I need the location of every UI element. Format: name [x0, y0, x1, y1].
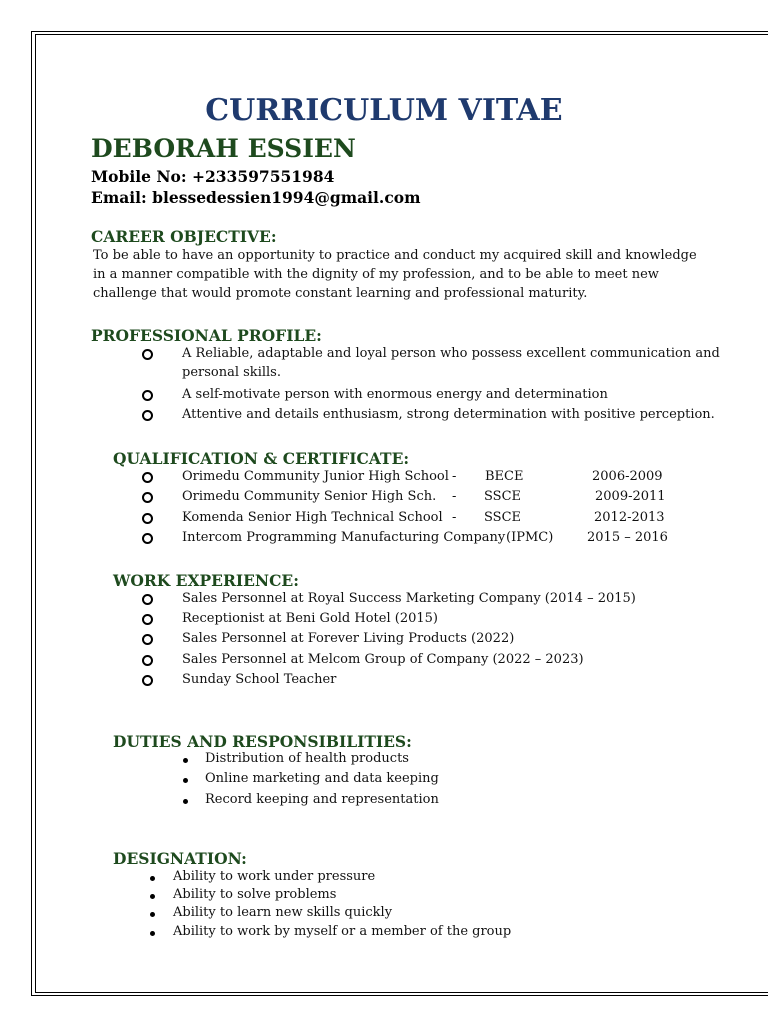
qualification-cert: SSCE [484, 510, 522, 525]
qualification-school: Orimedu Community Junior High School [182, 469, 449, 484]
career-objective-heading: CAREER OBJECTIVE: [91, 227, 277, 246]
qualification-dash: - [452, 489, 457, 504]
email-address: Email: blessedessien1994@gmail.com [91, 188, 421, 207]
profile-item: Attentive and details enthusiasm, strong determination with positive perception. [182, 407, 715, 422]
circle-bullet-icon [142, 390, 153, 401]
circle-bullet-icon [142, 472, 153, 483]
circle-bullet-icon [142, 533, 153, 544]
bullet-dot-icon [150, 894, 155, 899]
profile-item: A Reliable, adaptable and loyal person who possess excellent communication and [182, 346, 720, 361]
qualification-dash: - [452, 469, 457, 484]
circle-bullet-icon [142, 594, 153, 605]
bullet-dot-icon [183, 758, 188, 763]
work-item: Sunday School Teacher [182, 672, 337, 687]
page-border-left-inner [35, 34, 36, 993]
page-border-top [31, 31, 768, 32]
circle-bullet-icon [142, 655, 153, 666]
mobile-number: Mobile No: +233597551984 [91, 167, 335, 186]
qualification-school: Orimedu Community Senior High Sch. [182, 489, 437, 504]
bullet-dot-icon [183, 799, 188, 804]
work-item: Receptionist at Beni Gold Hotel (2015) [182, 611, 438, 626]
qualification-cert: (IPMC) [506, 530, 554, 545]
bullet-dot-icon [150, 931, 155, 936]
duty-item: Record keeping and representation [205, 792, 439, 807]
document-title: CURRICULUM VITAE [205, 93, 563, 128]
qualification-school: Komenda Senior High Technical School [182, 510, 443, 525]
circle-bullet-icon [142, 513, 153, 524]
circle-bullet-icon [142, 634, 153, 645]
circle-bullet-icon [142, 614, 153, 625]
circle-bullet-icon [142, 492, 153, 503]
duty-item: Distribution of health products [205, 751, 409, 766]
qualification-years: 2012-2013 [594, 510, 665, 525]
duties-heading: DUTIES AND RESPONSIBILITIES: [113, 732, 412, 751]
profile-item: A self-motivate person with enormous energy and determination [182, 387, 608, 402]
page-border-bottom [31, 995, 768, 996]
work-item: Sales Personnel at Melcom Group of Company (2022 – 2023) [182, 652, 584, 667]
work-experience-heading: WORK EXPERIENCE: [113, 571, 299, 590]
circle-bullet-icon [142, 675, 153, 686]
designation-item: Ability to learn new skills quickly [173, 905, 393, 920]
qualification-heading: QUALIFICATION & CERTIFICATE: [113, 449, 410, 468]
page-border-left [31, 31, 32, 996]
designation-item: Ability to work under pressure [173, 869, 376, 884]
professional-profile-heading: PROFESSIONAL PROFILE: [91, 326, 322, 345]
work-item: Sales Personnel at Forever Living Products (2022) [182, 631, 515, 646]
circle-bullet-icon [142, 410, 153, 421]
career-objective-line: challenge that would promote constant learning and professional maturity. [93, 286, 588, 301]
bullet-dot-icon [150, 876, 155, 881]
designation-item: Ability to solve problems [173, 887, 337, 902]
qualification-cert: SSCE [484, 489, 522, 504]
work-item: Sales Personnel at Royal Success Marketing Company (2014 – 2015) [182, 591, 636, 606]
career-objective-line: To be able to have an opportunity to practice and conduct my acquired skill and knowledge [93, 248, 697, 263]
qualification-dash: - [452, 510, 457, 525]
designation-heading: DESIGNATION: [113, 849, 247, 868]
qualification-years: 2006-2009 [592, 469, 663, 484]
profile-item-continued: personal skills. [182, 365, 281, 380]
page-border-top-inner [35, 34, 768, 35]
bullet-dot-icon [183, 778, 188, 783]
qualification-years: 2009-2011 [595, 489, 666, 504]
qualification-years: 2015 – 2016 [587, 530, 668, 545]
qualification-school: Intercom Programming Manufacturing Company [182, 530, 506, 545]
duty-item: Online marketing and data keeping [205, 771, 439, 786]
bullet-dot-icon [150, 912, 155, 917]
candidate-name: DEBORAH ESSIEN [91, 134, 356, 163]
circle-bullet-icon [142, 349, 153, 360]
page-border-bottom-inner [35, 992, 768, 993]
career-objective-line: in a manner compatible with the dignity of my profession, and to be able to meet new [93, 267, 659, 282]
qualification-cert: BECE [485, 469, 524, 484]
designation-item: Ability to work by myself or a member of the group [173, 924, 512, 939]
